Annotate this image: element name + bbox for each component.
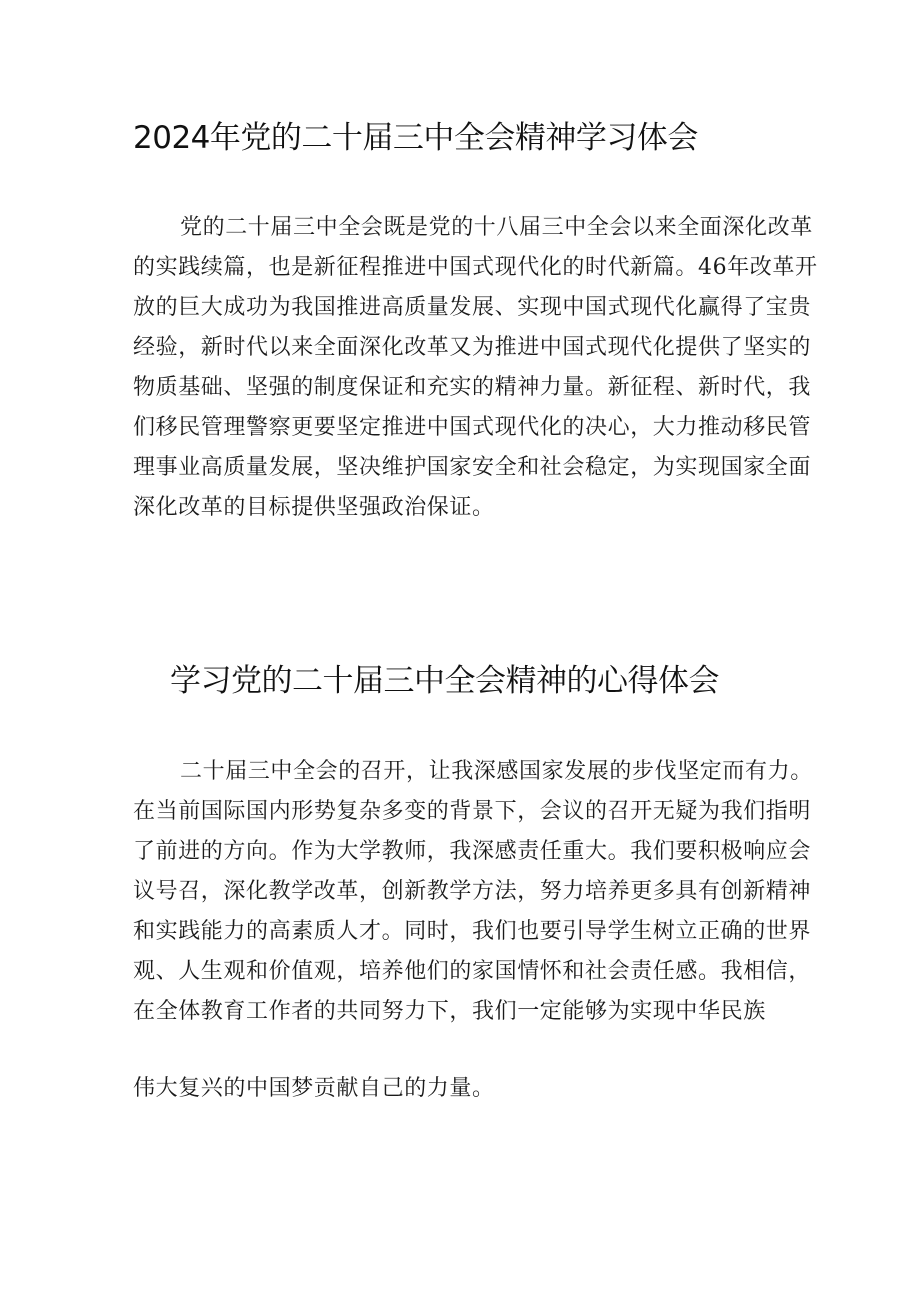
section-2-line: 在当前国际国内形势复杂多变的背景下，会议的召开无疑为我们指明 xyxy=(133,799,812,824)
section-1-line: 的实践续篇，也是新征程推进中国式现代化的时代新篇。46年改革开 xyxy=(133,255,818,280)
section-1-line: 们移民管理警察更要坚定推进中国式现代化的决心，大力推动移民管 xyxy=(133,415,812,440)
section-2-line: 在全体教育工作者的共同努力下，我们一定能够为实现中华民族 xyxy=(133,999,766,1024)
section-2-line: 和实践能力的高素质人才。同时，我们也要引导学生树立正确的世界 xyxy=(133,919,812,944)
section-2-line: 观、人生观和价值观，培养他们的家国情怀和社会责任感。我相信， xyxy=(133,959,812,984)
section-1-line: 深化改革的目标提供坚强政治保证。 xyxy=(133,495,495,520)
section-1-line: 放的巨大成功为我国推进高质量发展、实现中国式现代化赢得了宝贵 xyxy=(133,295,812,320)
section-1-line: 理事业高质量发展，坚决维护国家安全和社会稳定，为实现国家全面 xyxy=(133,455,812,480)
section-2-line: 了前进的方向。作为大学教师，我深感责任重大。我们要积极响应会 xyxy=(133,839,812,864)
section-2-line: 二十届三中全会的召开，让我深感国家发展的步伐坚定而有力。 xyxy=(180,759,813,784)
section-1-line: 党的二十届三中全会既是党的十八届三中全会以来全面深化改革 xyxy=(180,215,813,240)
section-1-title: 2024年党的二十届三中全会精神学习体会 xyxy=(133,120,698,156)
section-1-line: 物质基础、坚强的制度保证和充实的精神力量。新征程、新时代，我 xyxy=(133,375,812,400)
section-2-title: 学习党的二十届三中全会精神的心得体会 xyxy=(170,663,719,699)
section-2-line: 议号召，深化教学改革，创新教学方法，努力培养更多具有创新精神 xyxy=(133,879,812,904)
section-2-line: 伟大复兴的中国梦贡献自己的力量。 xyxy=(133,1076,495,1101)
section-1-line: 经验，新时代以来全面深化改革又为推进中国式现代化提供了坚实的 xyxy=(133,335,812,360)
